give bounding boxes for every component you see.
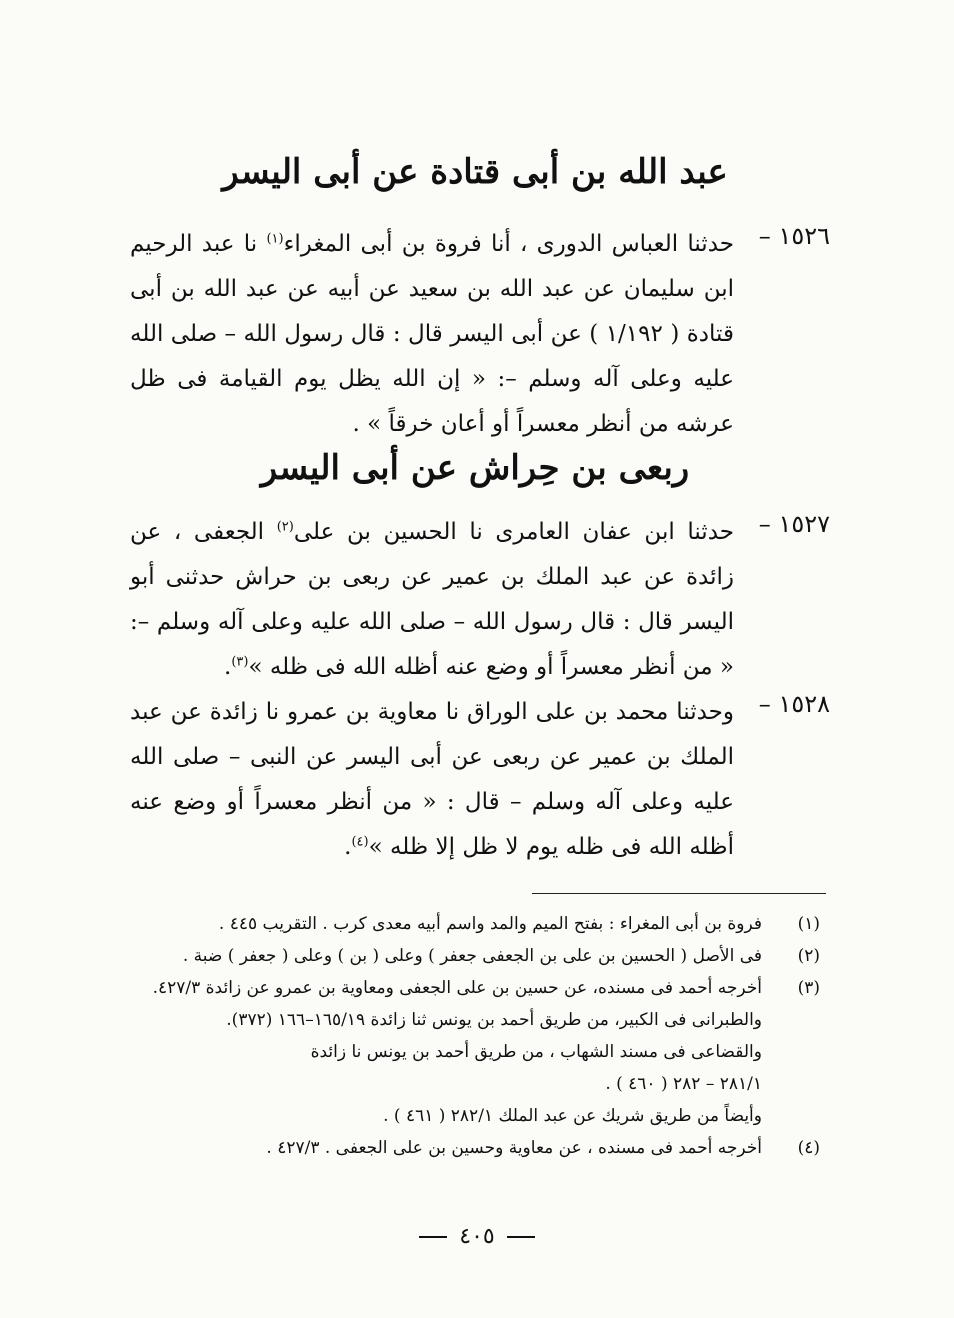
footnote-number: (١) xyxy=(797,914,820,934)
section-heading-2: ربعى بن حِراش عن أبى اليسر xyxy=(260,448,690,488)
hadith-text-part: وحدثنا محمد بن على الوراق نا معاوية بن عمرو نا زائدة عن عبد الملك بن عمير عن ربعى عن أبى اليسر عن النبى – صلى الله عليه وعلى آله وسلم – قال : « من أنظر معسراً أو وضع عنه أظله الله فى ظله يوم لا ظل إلا ظله » xyxy=(130,699,734,860)
hadith-entry-1527 xyxy=(130,510,830,690)
footnote-text xyxy=(126,908,762,940)
footnote-line: والقضاعى فى مسند الشهاب ، من طريق أحمد بن يونس نا زائدة xyxy=(310,1042,762,1062)
footnote-number: (٣) xyxy=(797,978,820,998)
hadith-text-part: . xyxy=(224,654,232,680)
footnote-line: أخرجه أحمد فى مسنده ، عن معاوية وحسين بن على الجعفى . ٤٢٧/٣ . xyxy=(266,1138,762,1158)
hadith-text xyxy=(130,222,734,447)
dash-right xyxy=(419,1236,447,1238)
hadith-text-part: الجعفى ، عن زائدة عن عبد الملك بن عمير عن ربعى بن حراش حدثنى أبو اليسر قال : قال رسول الله – صلى الله عليه وعلى آله وسلم –: « من أنظر معسراً أو وضع عنه أظله الله فى ظله » xyxy=(130,519,734,680)
footnote-text xyxy=(126,972,762,1132)
footnote-ref: (١) xyxy=(266,231,284,247)
hadith-entry-1528 xyxy=(130,690,830,870)
footnote-number: (٤) xyxy=(797,1138,820,1158)
footnote-separator xyxy=(532,893,826,894)
hadith-text-part: . xyxy=(344,834,352,860)
footnote-text xyxy=(126,940,762,972)
page-number xyxy=(0,1224,954,1249)
hadith-number: ١٥٢٦ – xyxy=(758,222,830,250)
footnote-line: فى الأصل ( الحسين بن على بن الجعفى جعفر ) وعلى ( بن ) وعلى ( جعفر ) ضبة . xyxy=(182,946,762,966)
footnotes xyxy=(126,908,826,1164)
hadith-text xyxy=(130,510,734,690)
footnote-line: وأيضاً من طريق شريك عن عبد الملك ٢٨٢/١ ( ٤٦١ ) . xyxy=(383,1106,762,1126)
page-number-text: ٤٠٥ xyxy=(459,1224,495,1249)
footnote-ref: (٤) xyxy=(351,834,369,850)
footnote-4 xyxy=(126,1132,826,1164)
hadith-text-part: حدثنا العباس الدورى ، أنا فروة بن أبى المغراء xyxy=(283,231,734,257)
footnote-3 xyxy=(126,972,826,1132)
dash-left xyxy=(507,1236,535,1238)
footnote-text xyxy=(126,1132,762,1164)
hadith-text xyxy=(130,690,734,870)
footnote-ref: (٢) xyxy=(276,519,294,535)
footnote-line: والطبرانى فى الكبير، من طريق أحمد بن يونس ثنا زائدة ١٦٥/١٩–١٦٦ (٣٧٢). xyxy=(226,1010,762,1030)
footnote-1 xyxy=(126,908,826,940)
footnote-line: أخرجه أحمد فى مسنده، عن حسين بن على الجعفى ومعاوية بن عمرو عن زائدة ٤٢٧/٣. xyxy=(152,978,762,998)
hadith-number: ١٥٢٧ – xyxy=(758,510,830,538)
footnote-ref: (٣) xyxy=(231,654,249,670)
footnote-number: (٢) xyxy=(797,946,820,966)
hadith-number: ١٥٢٨ – xyxy=(758,690,830,718)
hadith-text-part: نا عبد الرحيم ابن سليمان عن عبد الله بن سعيد عن أبيه عن عبد الله بن أبى قتادة ( ١/١٩٢ ) عن أبى اليسر قال : قال رسول الله – صلى الله عليه وعلى آله وسلم –: « إن الله يظل يوم القيامة فى ظل عرشه من أنظر معسراً أو أعان خرقاً » . xyxy=(130,231,734,437)
footnote-2 xyxy=(126,940,826,972)
hadith-entry-1526 xyxy=(130,222,830,447)
hadith-text-part: حدثنا ابن عفان العامرى نا الحسين بن على xyxy=(293,519,735,545)
footnote-line: ٢٨١/١ – ٢٨٢ ( ٤٦٠ ) . xyxy=(605,1074,762,1094)
section-heading-1: عبد الله بن أبى قتادة عن أبى اليسر xyxy=(222,152,728,192)
footnote-line: فروة بن أبى المغراء : بفتح الميم والمد واسم أبيه معدى كرب . التقريب ٤٤٥ . xyxy=(218,914,762,934)
